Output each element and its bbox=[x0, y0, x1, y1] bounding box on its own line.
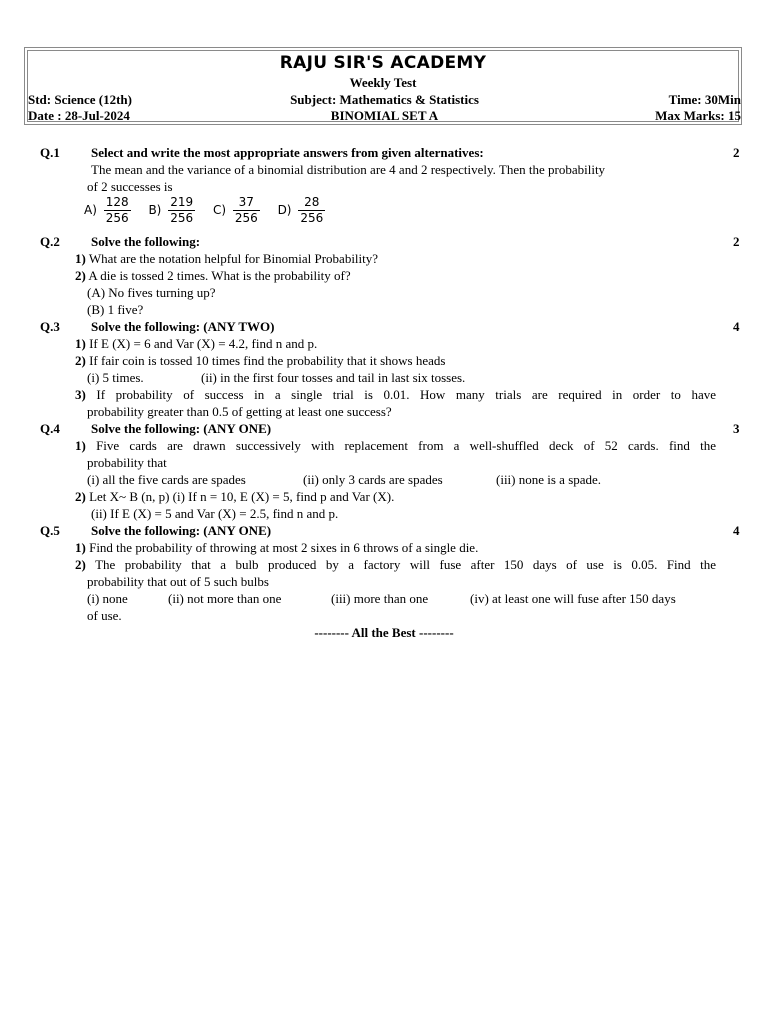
q5-sub-1-text: Find the probability of throwing at most 2 sixes in 6 throws of a single die. bbox=[89, 540, 479, 555]
q3-sub-3-line-1 bbox=[75, 386, 716, 403]
q2-sub-2-text: A die is tossed 2 times. What is the probability of? bbox=[88, 268, 351, 283]
option-a-fraction bbox=[104, 195, 131, 226]
q5-title: Solve the following: (ANY ONE) bbox=[91, 523, 272, 538]
date-label: Date : 28-Jul-2024 bbox=[28, 108, 130, 123]
option-a-numerator: 128 bbox=[105, 195, 129, 209]
option-b-numerator: 219 bbox=[170, 195, 194, 209]
q2-title: Solve the following: bbox=[91, 234, 201, 249]
q1-text-1: The mean and the variance of a binomial distribution are 4 and 2 respectively. Then the probability bbox=[91, 162, 606, 177]
q5-sub-2 bbox=[0, 556, 768, 573]
q2-heading bbox=[0, 233, 768, 250]
q3-sub-3-number: 3) bbox=[75, 387, 86, 402]
q4-number: Q.4 bbox=[40, 421, 60, 436]
q2-sub-1 bbox=[0, 250, 768, 267]
header-row-2 bbox=[28, 107, 741, 124]
test-type: Weekly Test bbox=[349, 75, 417, 90]
q4-sub-2-text-b: (ii) If E (X) = 5 and Var (X) = 2.5, find n and p. bbox=[91, 506, 339, 521]
q5-part-iv: (iv) at least one will fuse after 150 days bbox=[470, 591, 676, 606]
time-label: Time: 30Min bbox=[668, 92, 741, 107]
q4-marks: 3 bbox=[733, 421, 740, 436]
header-row-1 bbox=[28, 91, 741, 108]
q2-part-a: (A) No fives turning up? bbox=[87, 285, 216, 300]
q1-number: Q.1 bbox=[40, 145, 60, 160]
q5-part-i: (i) none bbox=[87, 591, 128, 606]
option-c-label: C) bbox=[212, 203, 226, 217]
q3-number: Q.3 bbox=[40, 319, 60, 334]
q5-sub-2-text-a: The probability that a bulb produced by a factory will fuse after 150 days of use is 0.05. Find the bbox=[95, 557, 717, 572]
q4-sub-2-text-a: Let X~ B (n, p) (i) If n = 10, E (X) = 5, find p and Var (X). bbox=[89, 489, 395, 504]
q5-sub-2-text-b: probability that out of 5 such bulbs bbox=[87, 574, 269, 589]
q4-sub-2 bbox=[0, 488, 768, 505]
set-label: BINOMIAL SET A bbox=[330, 108, 439, 123]
q5-marks: 4 bbox=[733, 523, 740, 538]
q4-heading bbox=[0, 420, 768, 437]
q3-sub-3 bbox=[0, 386, 768, 403]
q3-sub-2-number: 2) bbox=[75, 353, 86, 368]
q5-number: Q.5 bbox=[40, 523, 60, 538]
q5-sub-1 bbox=[0, 539, 768, 556]
q4-sub-1-number: 1) bbox=[75, 438, 86, 453]
q3-sub-2-part-i: (i) 5 times. bbox=[87, 370, 144, 385]
option-d-denominator: 256 bbox=[300, 211, 324, 225]
q4-title: Solve the following: (ANY ONE) bbox=[91, 421, 272, 436]
q3-sub-2-parts bbox=[0, 369, 768, 386]
q3-sub-2-text: If fair coin is tossed 10 times find the probability that it shows heads bbox=[89, 353, 446, 368]
q2-part-b: (B) 1 five? bbox=[87, 302, 144, 317]
option-a-denominator: 256 bbox=[105, 211, 129, 225]
option-b-fraction bbox=[168, 195, 195, 226]
q3-sub-2 bbox=[0, 352, 768, 369]
q5-sub-1-number: 1) bbox=[75, 540, 86, 555]
option-d-label: D) bbox=[277, 203, 292, 217]
option-b-label: B) bbox=[148, 203, 162, 217]
option-c-fraction bbox=[233, 195, 260, 226]
q3-heading bbox=[0, 318, 768, 335]
q3-sub-1-number: 1) bbox=[75, 336, 86, 351]
option-c bbox=[213, 195, 260, 226]
std-label: Std: Science (12th) bbox=[28, 92, 132, 107]
q4-sub-1-parts bbox=[0, 471, 768, 488]
q4-part-i: (i) all the five cards are spades bbox=[87, 472, 246, 487]
q1-text-2: of 2 successes is bbox=[87, 179, 173, 194]
q3-sub-1 bbox=[0, 335, 768, 352]
q3-title: Solve the following: (ANY TWO) bbox=[91, 319, 275, 334]
q1-marks: 2 bbox=[733, 145, 740, 160]
q5-part-ii: (ii) not more than one bbox=[168, 591, 282, 606]
q1-heading bbox=[0, 144, 768, 161]
marks-label: Max Marks: 15 bbox=[655, 108, 741, 123]
academy-name: RAJU SIR'S ACADEMY bbox=[279, 53, 487, 73]
q2-sub-1-number: 1) bbox=[75, 251, 86, 266]
option-b bbox=[148, 195, 195, 226]
q2-marks: 2 bbox=[733, 234, 740, 249]
option-d bbox=[278, 195, 326, 226]
q2-sub-1-text: What are the notation helpful for Binomial Probability? bbox=[88, 251, 379, 266]
q4-part-ii: (ii) only 3 cards are spades bbox=[303, 472, 443, 487]
q4-sub-1-text-a: Five cards are drawn successively with replacement from a well-shuffled deck of 52 cards. find the bbox=[96, 438, 716, 453]
option-c-numerator: 37 bbox=[233, 195, 260, 211]
q5-sub-2-parts bbox=[0, 590, 768, 607]
option-d-fraction bbox=[298, 195, 325, 226]
q4-part-iii: (iii) none is a spade. bbox=[496, 472, 602, 487]
q2-number: Q.2 bbox=[40, 234, 60, 249]
question-paper bbox=[0, 144, 768, 641]
q5-sub-2-number: 2) bbox=[75, 557, 86, 572]
q2-sub-2-number: 2) bbox=[75, 268, 86, 283]
option-a-label: A) bbox=[84, 203, 97, 217]
q4-sub-2-number: 2) bbox=[75, 489, 86, 504]
q3-sub-1-text: If E (X) = 6 and Var (X) = 4.2, find n and p. bbox=[89, 336, 318, 351]
q1-options bbox=[0, 195, 768, 233]
option-c-denominator: 256 bbox=[234, 211, 258, 225]
q5-part-iii: (iii) more than one bbox=[331, 591, 429, 606]
q2-sub-2 bbox=[0, 267, 768, 284]
q3-sub-2-part-ii: (ii) in the first four tosses and tail in last six tosses. bbox=[201, 370, 466, 385]
closing-message: -------- All the Best -------- bbox=[314, 625, 454, 640]
exam-header bbox=[24, 47, 742, 125]
q4-sub-1 bbox=[0, 437, 768, 454]
q4-sub-1-text-b: probability that bbox=[87, 455, 167, 470]
q1-title: Select and write the most appropriate answers from given alternatives: bbox=[91, 145, 484, 160]
q4-sub-1-line-1 bbox=[75, 437, 716, 454]
q3-sub-3-text-a: If probability of success in a single trial is 0.01. How many trials are required in order to have bbox=[96, 387, 716, 402]
q3-sub-3-text-b: probability greater than 0.5 of getting at least one success? bbox=[87, 404, 392, 419]
q5-heading bbox=[0, 522, 768, 539]
option-b-denominator: 256 bbox=[170, 211, 194, 225]
option-a bbox=[84, 195, 131, 226]
q5-sub-2-text-c: of use. bbox=[87, 608, 122, 623]
option-d-numerator: 28 bbox=[298, 195, 325, 211]
q3-marks: 4 bbox=[733, 319, 740, 334]
subject-label: Subject: Mathematics & Statistics bbox=[290, 92, 479, 107]
q5-sub-2-line-1 bbox=[75, 556, 716, 573]
